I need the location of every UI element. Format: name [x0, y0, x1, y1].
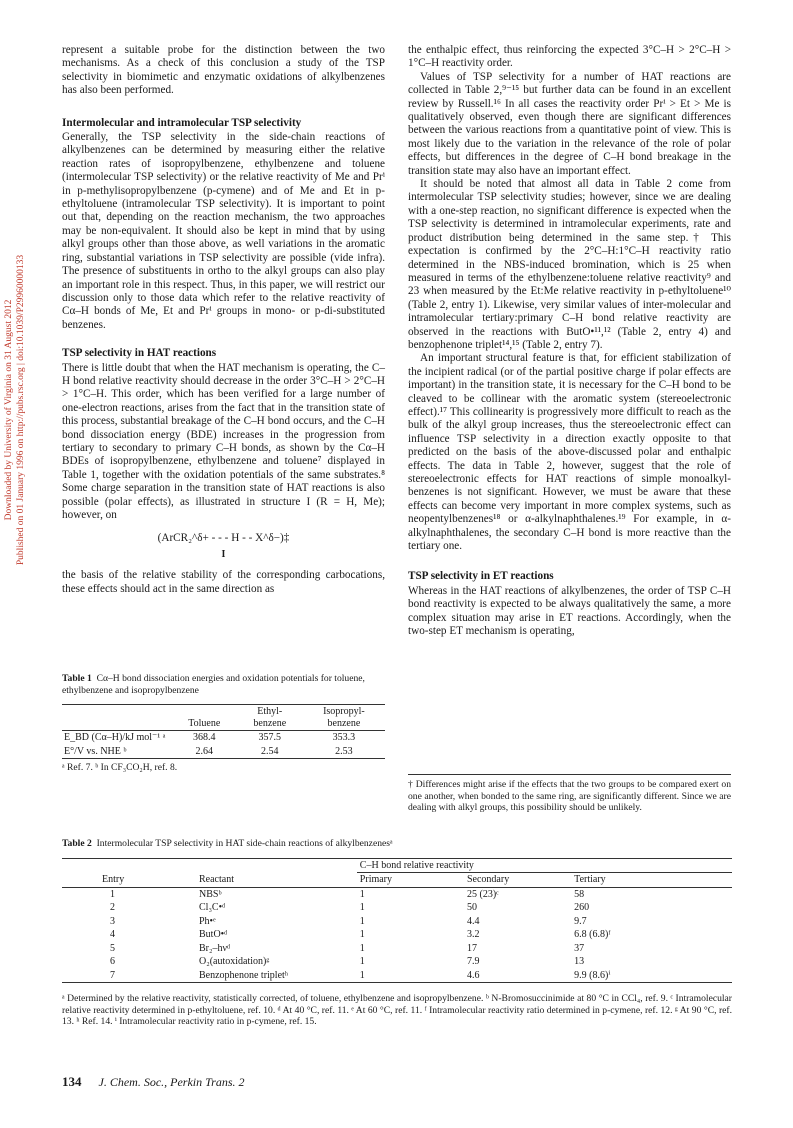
table-header: Toluene — [188, 717, 221, 729]
table-cell: 2 — [110, 902, 115, 913]
structure-label: I — [221, 548, 226, 560]
download-watermark — [0, 210, 30, 610]
table-header: Entry — [102, 873, 125, 885]
table-caption-text: Cα–H bond dissociation energies and oxidation potentials for toluene, ethylbenzene and isopropylbenzene — [62, 673, 365, 696]
table-cell: 353.3 — [332, 732, 356, 743]
paragraph: There is little doubt that when the HAT mechanism is operating, the C–H bond relative reactivity should decrease in the order 3°C–H > 2°C–H > 1°C–H. This order, which has been verified for a large number of one-electron reactions, arises from the fact that in the transition state of this process, substantial breakage of the C–H bond occurs, and the C–H bond dissociation energy (BDE) increases in the progression from tertiary to secondary to primary C–H bonds, as shown by the Cα–H BDEs of isopropylbenzene, ethylbenzene and toluene⁷ displayed in Table 1, together with the oxidation potentials of the same substrates.⁸ Some charge separation in the transition state of HAT reactions is also possible (polar effects), as illustrated in structure I (R = H, Me); however, on — [62, 361, 385, 521]
data-table — [62, 858, 732, 984]
left-column — [62, 44, 385, 596]
data-table — [62, 704, 385, 759]
table-header: Reactant — [199, 873, 234, 885]
table-cell: 1 — [359, 942, 365, 954]
table-cell: Cl₃C•ᵈ — [199, 902, 226, 913]
table-cell: 7 — [110, 969, 115, 981]
table-cell: 1 — [359, 915, 365, 927]
table-cell: 1 — [359, 956, 365, 967]
table-cell: 3 — [110, 915, 115, 927]
table-header: Isopropyl- benzene — [323, 706, 365, 729]
page-number: 134 — [62, 1074, 82, 1089]
table-cell: 4 — [110, 929, 115, 940]
table-cell: 6.8 (6.8)ᶠ — [574, 929, 611, 940]
table-cell: 1 — [359, 929, 365, 940]
table-cell: 17 — [466, 942, 477, 954]
table-header: Ethyl- benzene — [253, 706, 287, 729]
table-cell: 9.9 (8.6)ⁱ — [574, 969, 611, 981]
download-notice: Downloaded by University of Virginia on 31 August 2012 — [4, 299, 14, 521]
structure-text: (ArCR₂^δ+ - - - H - - X^δ−)‡ — [157, 532, 290, 545]
table-cell: 1 — [359, 969, 365, 981]
table-cell: 50 — [466, 902, 477, 913]
table-header: Secondary — [466, 874, 510, 885]
table-cell: 1 — [110, 888, 115, 900]
section-heading: Intermolecular and intramolecular TSP selectivity — [62, 116, 302, 129]
table-cell: E_BD (Cα–H)/kJ mol⁻¹ ᵃ — [64, 732, 166, 743]
table-cell: 58 — [574, 888, 585, 900]
table-cell: 1 — [359, 888, 365, 900]
paragraph: Generally, the TSP selectivity in the side-chain reactions of alkylbenzenes can be determined by measuring either the relative reaction rates of isopropylbenzene, ethylbenzene and toluene (intermolecular TSP selectivity) or the relative reactivity of Me and Prⁱ in p-methylisopropylbenzene (p-cymene) and of Me and Et in p-ethyltoluene (intramolecular TSP selectivity). It is important to point out that, depending on the reaction mechanism, the two approaches may be non-equivalent. It should also be kept in mind that by using alkyl groups other than those above, as well variations in the aromatic ring, substantial variations in TSP selectivity are possible (vide infra). The presence of substituents in ortho to the alkyl groups can also play an important role in this respect. Thus, in this paper, we will restrict our discussion only to those data which refer to the relative reactivity of Cα–H bonds of Me, Et and Prⁱ groups in mono- or p-di-substituted benzenes. — [62, 131, 385, 331]
table-cell: 37 — [574, 942, 585, 954]
table-cell: 9.7 — [574, 915, 587, 927]
paragraph: Whereas in the HAT reactions of alkylbenzenes, the order of TSP C–H bond reactivity is expected to be always qualitatively the same, a more complex situation may arise in ET reactions. Accordingly, when the two-step ET mechanism is operating, — [408, 584, 731, 638]
right-column — [408, 44, 731, 638]
paragraph: An important structural feature is that, for efficient stabilization of the incipient radical (or of the partial positive charge if polar effects are important) in the transition state, it is necessary for the C–H bond to be cleaved to be collinear with the aromatic system (stereoelectronic effect).¹⁷ This collinearity is progressively more difficult to reach as the bulk of the alkyl group increases, thus the stereoelectronic effect can influence TSP selectivity in a direction exactly opposite to that predicted on the basis of the above-discussed polar and enthalpic effects. The data in Table 2, however, suggest that the role of stereoelectronic effects for HAT reactions of simple monoalkyl-benzenes is not significant. However, we must be aware that these effects can become very important in more complex systems, such as neopentylbenzenes¹⁸ or α-alkylnaphthalenes.¹⁹ For example, in α-alkylnaphthalenes, the secondary C–H bond is more reactive than the tertiary one. — [408, 352, 731, 553]
table-cell: 260 — [574, 902, 590, 913]
table-caption — [62, 673, 385, 696]
table-row — [62, 887, 732, 901]
table-cell: 368.4 — [193, 732, 216, 743]
table-cell: 5 — [110, 942, 115, 954]
table-cell: 357.5 — [258, 732, 282, 743]
table-header — [62, 705, 172, 731]
paragraph: represent a suitable probe for the distinction between the two mechanisms. As a check of this conclusion a study of the TSP selectivity in biomimetic and enzymatic oxidations of alkylbenzenes has also been performed. — [62, 44, 385, 97]
table-cell: 2.53 — [335, 745, 353, 757]
section-heading: TSP selectivity in HAT reactions — [62, 347, 217, 360]
table-header: Tertiary — [574, 874, 606, 885]
table-cell: 7.9 — [466, 956, 480, 967]
page-footer — [62, 1074, 245, 1090]
footnote-dagger: † Differences might arise if the effects that the two groups to be compared exert on one another, when bonded to the same ring, are significantly different. Since we are dealing with alkyl groups, this possibility should be unlikely. — [408, 774, 731, 814]
table-cell: 25 (23)ᶜ — [466, 888, 499, 900]
table-caption — [62, 838, 732, 850]
paragraph: the basis of the relative stability of the corresponding carbocations, these effects should act in the same direction as — [62, 569, 385, 595]
table-cell: ButO•ᵈ — [199, 929, 228, 940]
table-row — [62, 955, 732, 969]
table-cell: 3.2 — [466, 929, 480, 940]
table-cell: 2.54 — [261, 745, 279, 757]
table-1 — [62, 673, 385, 774]
structure-formula — [62, 532, 385, 561]
table-cell: 4.4 — [466, 915, 480, 927]
table-cell: E°/V vs. NHE ᵇ — [64, 745, 127, 757]
table-cell: O₂(autoxidation)ᵍ — [199, 956, 270, 967]
table-caption-text: Intermolecular TSP selectivity in HAT side-chain reactions of alkylbenzenesᵃ — [96, 838, 393, 849]
table-caption-label: Table 2 — [62, 838, 92, 849]
table-cell: Br₂–hνᵈ — [199, 942, 231, 954]
table-row — [62, 901, 732, 915]
table-footnote: ᵃ Ref. 7. ᵇ In CF₃CO₂H, ref. 8. — [62, 762, 178, 773]
paragraph: It should be noted that almost all data in Table 2 come from intermolecular TSP selectivity studies; however, since we are dealing with a one-step reaction, no significant difference is expected when the TSP selectivity is determined in intramolecular experiments, rate and product distribution being determined in the same step.† This expectation is confirmed by the 2°C–H:1°C–H reactivity ratio determined in the NBS-induced bromination, which is 25 when measured in terms of the ethylbenzene:toluene relative reactivity⁹ and 23 when measured by the Et:Me relative reactivity in p-ethyltoluene¹⁰ (Table 2, entry 1). Likewise, very similar values of inter-molecular and intramolecular tertiary:primary C–H bond relative reactivity are observed in the reactions with ButO•¹¹,¹² (Table 2, entry 4) and benzophenone triplet¹⁴,¹⁵ (Table 2, entry 7). — [408, 178, 731, 351]
paragraph: the enthalpic effect, thus reinforcing the expected 3°C–H > 2°C–H > 1°C–H reactivity order. — [408, 44, 731, 70]
publication-notice: Published on 01 January 1996 on http://pubs.rsc.org | doi:10.1039/P29960000133 — [16, 254, 26, 566]
table-2 — [62, 838, 732, 1028]
table-cell: 1 — [359, 902, 365, 913]
table-footnote: ᵃ Determined by the relative reactivity, statistically corrected, of toluene, ethylbenzene and isopropylbenzene. ᵇ N-Bromosuccinimide at 80 °C in CCl₄, ref. 9. ᶜ Intramolecular relative reactivity determined in p-ethyltoluene, ref. 10. ᵈ At 40 °C, ref. 11. ᵉ At 60 °C, ref. 11. ᶠ Intramolecular reactivity ratio determined in p-cymene, ref. 12. ᵍ At 90 °C, ref. 13. ʰ Ref. 14. ⁱ Intramolecular reactivity ratio in p-cymene, ref. 15. — [62, 993, 732, 1027]
table-caption-label: Table 1 — [62, 673, 92, 684]
journal-name: J. Chem. Soc., Perkin Trans. 2 — [98, 1075, 245, 1089]
table-cell: 13 — [574, 956, 585, 967]
table-row — [62, 969, 732, 983]
table-group-header: C–H bond relative reactivity — [357, 858, 732, 873]
table-row — [62, 915, 732, 929]
table-cell: NBSᵇ — [199, 888, 222, 900]
table-cell: Benzophenone tripletʰ — [199, 969, 289, 981]
table-row — [62, 942, 732, 956]
table-row — [62, 928, 732, 942]
table-cell: 6 — [110, 956, 115, 967]
paragraph: Values of TSP selectivity for a number of HAT reactions are collected in Table 2,⁹⁻¹⁵ but further data can be found in an excellent review by Russell.¹⁶ In all cases the reactivity order Prⁱ > Et > Me is qualitatively observed, even though there are significant differences between the various reactions from a quantitative point of view. This is most likely due to the variation in the relevance of the role of polar effects, but differences in the degree of C–H bond breakage in the transition state may also have an important effect. — [408, 70, 731, 177]
table-cell: 2.64 — [195, 745, 213, 757]
table-header: Primary — [359, 874, 393, 885]
table-cell: 4.6 — [466, 969, 480, 981]
table-cell: Ph•ᵉ — [199, 915, 216, 927]
section-heading: TSP selectivity in ET reactions — [408, 570, 554, 583]
